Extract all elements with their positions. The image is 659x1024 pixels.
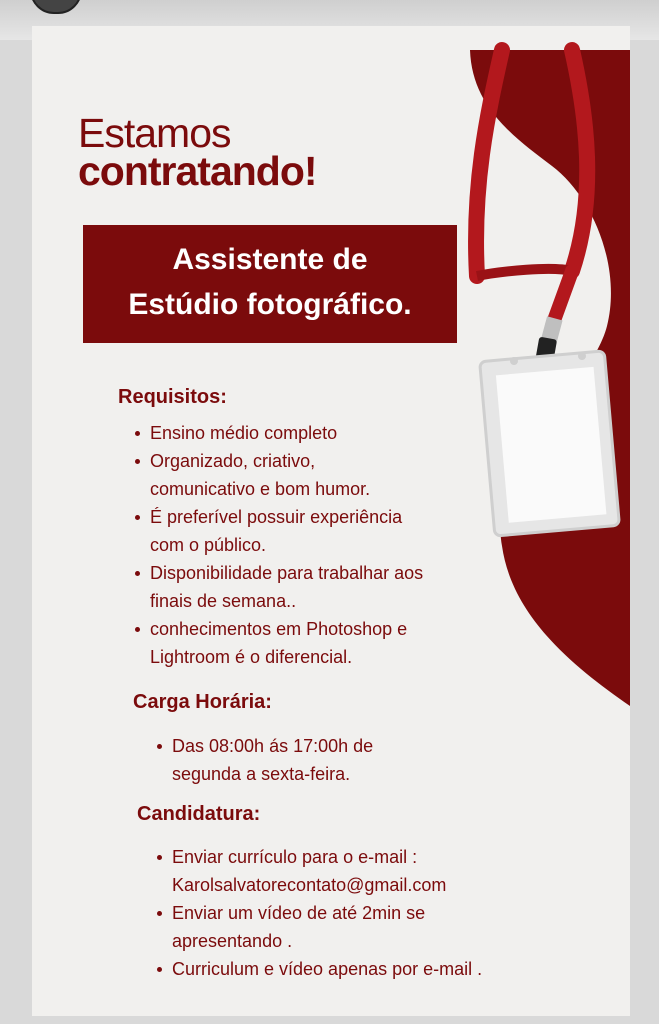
list-item: Curriculum e vídeo apenas por e-mail . xyxy=(155,955,575,983)
candidatura-title: Candidatura: xyxy=(137,803,261,825)
requisitos-title: Requisitos: xyxy=(118,386,227,408)
job-poster xyxy=(32,26,630,1016)
carga-horaria-title: Carga Horária: xyxy=(133,691,272,713)
job-role-banner xyxy=(83,225,457,343)
list-item: conhecimentos em Photoshop e Lightroom é o diferencial. xyxy=(133,615,473,671)
list-item: Disponibilidade para trabalhar aos finais de semana.. xyxy=(133,559,473,615)
candidatura-list xyxy=(155,843,575,983)
list-item: Enviar currículo para o e-mail : Karolsalvatorecontato@gmail.com xyxy=(155,843,575,899)
list-item: Enviar um vídeo de até 2min se apresentando . xyxy=(155,899,575,955)
role-line-1: Assistente de xyxy=(172,243,368,276)
role-line-2: Estúdio fotográfico. xyxy=(128,288,412,321)
hiring-headline xyxy=(78,110,317,194)
contact-email[interactable]: Karolsalvatorecontato@gmail.com xyxy=(172,875,447,895)
headline-line-1: Estamos xyxy=(78,110,231,156)
list-item: É preferível possuir experiência com o público. xyxy=(133,503,473,559)
list-item: Ensino médio completo xyxy=(133,419,473,447)
headline-line-2: contratando! xyxy=(78,148,317,194)
list-item: Das 08:00h ás 17:00h de segunda a sexta-feira. xyxy=(155,732,455,788)
list-item: Organizado, criativo, comunicativo e bom humor. xyxy=(133,447,473,503)
avatar[interactable] xyxy=(30,0,82,14)
carga-horaria-list xyxy=(155,732,455,788)
requisitos-list xyxy=(133,419,473,671)
